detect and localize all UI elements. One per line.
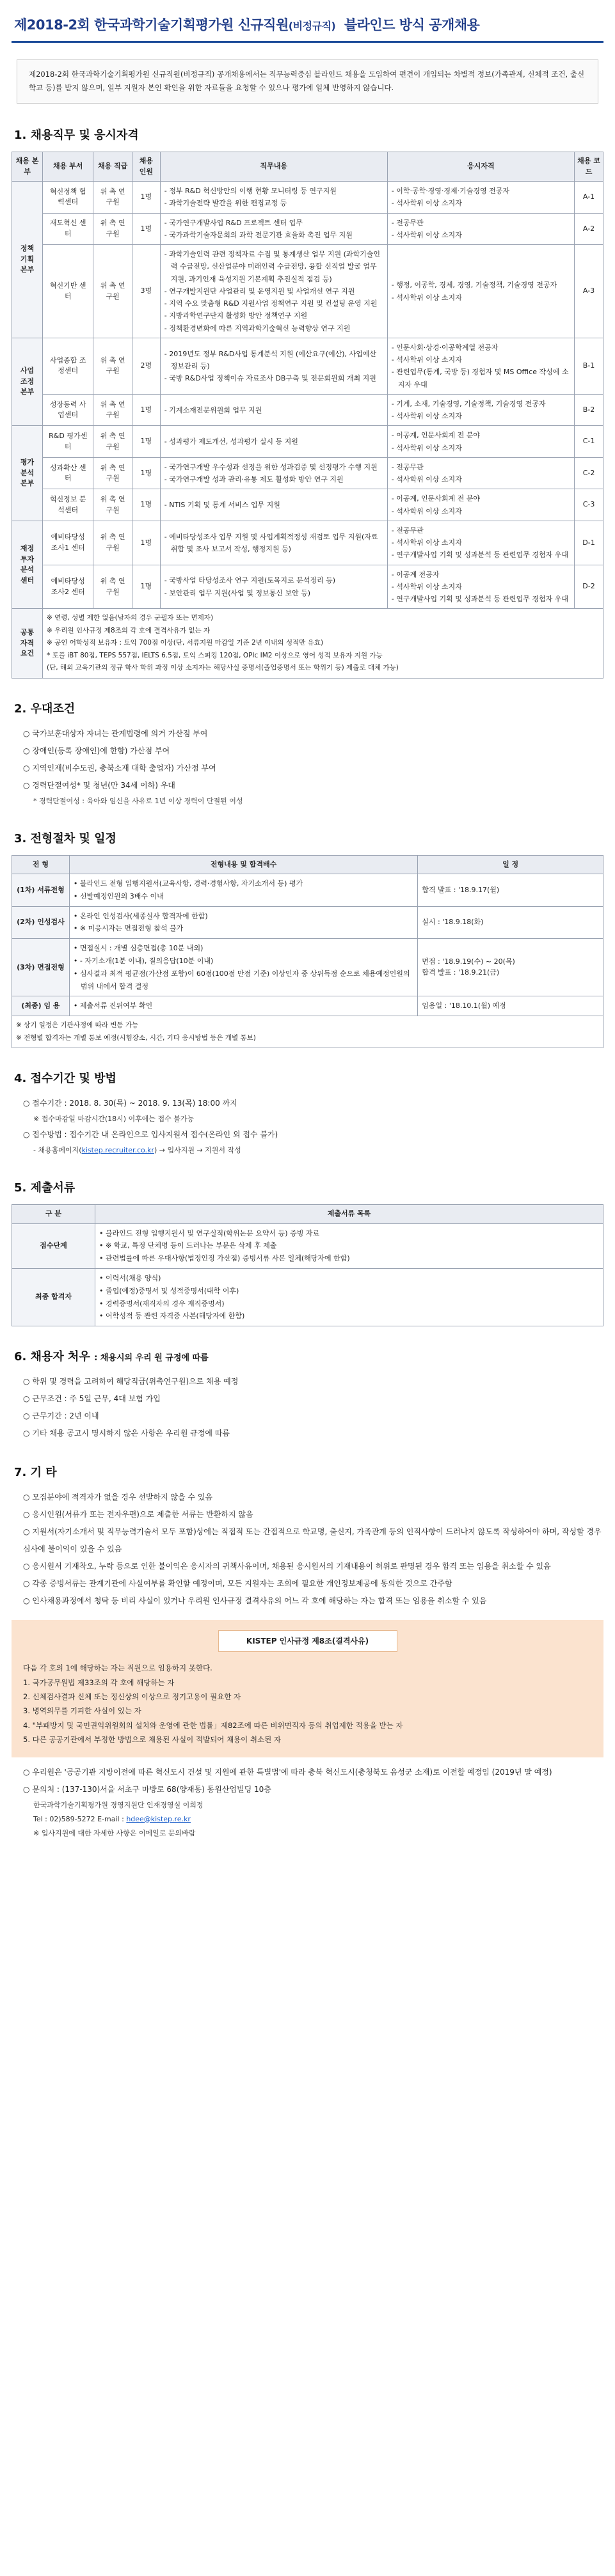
contact-note: ※ 입사지원에 대한 자세한 사항은 이메일로 문의바람 (33, 1828, 196, 1837)
job-row (12, 245, 603, 338)
header-cell: 제출서류 목록 (95, 1205, 603, 1224)
application-list (23, 1095, 603, 1158)
box-line: 3. 병역의무를 기피한 사실이 있는 자 (23, 1706, 141, 1716)
preference-footnote: * 경력단절여성 : 육아와 임신을 사유로 1년 이상 경력이 단절된 여성 (33, 796, 243, 805)
header-cell: 채용 코드 (575, 152, 603, 182)
list-item: ○ 인사채용과정에서 청탁 등 비리 사실이 있거나 우리원 인사규정 결격사유의 어느 각 호에 해당하는 자는 합격 또는 임용을 취소할 수 있음 (23, 1592, 603, 1610)
duties-cell (160, 394, 387, 426)
job-row (12, 426, 603, 458)
quals-list (392, 398, 570, 423)
code-cell: D-1 (575, 521, 603, 565)
duty-item: - NTIS 기획 및 통계 서비스 업무 지원 (164, 499, 383, 511)
duties-list (164, 531, 383, 556)
content-cell (69, 874, 417, 907)
list-item: ○ 모집분야에 적격자가 없을 경우 선발하지 않을 수 있음 (23, 1489, 603, 1506)
duties-cell (160, 565, 387, 609)
job-row (12, 565, 603, 609)
content-item: • 블라인드 전형 입행지원서(교육사항, 경력·경험사항, 자기소개서 등) 평가 (74, 877, 413, 890)
qual-item: - 석사학위 이상 소지자 (392, 354, 570, 366)
duty-item: - 지역 수요 맞춤형 R&D 지원사업 정책연구 지원 및 컨설팅 운영 지원 (164, 297, 383, 310)
job-row (12, 213, 603, 245)
process-note: ※ 전형별 합격자는 개별 통보 예정(시험장소, 시간, 기타 응시방법 등은 개별 통보) (16, 1033, 256, 1042)
count-cell: 3명 (132, 245, 160, 338)
quals-list (392, 279, 570, 304)
contact-phone-email: Tel : 02)589-5272 E-mail : hdee@kistep.re.kr (33, 1814, 191, 1823)
rank-cell: 위 촉 연구원 (93, 565, 132, 609)
duty-item: - 기계소재전문위원회 업무 지원 (164, 404, 383, 416)
job-row (12, 457, 603, 489)
division-cell: 평가 분석 본부 (12, 426, 43, 521)
quals-list (392, 524, 570, 562)
duty-item: - 국방 R&D사업 정책이슈 자료조사 DB구축 및 전문회원회 개최 지원 (164, 372, 383, 384)
dept-cell: 사업종합 조정센터 (43, 338, 93, 394)
doc-item: • 블라인드 전형 입행지원서 및 연구실적(학위논문 요약서 등) 증빙 자료 (99, 1227, 599, 1240)
box-line: 4. "부패방지 및 국민권익위원회의 설치와 운영에 관한 법률」제82조에 따른 비위면직자 등의 취업제한 적용을 받는 자 (23, 1720, 403, 1730)
quals-cell (387, 426, 574, 458)
list-item: ○ 학위 및 경력을 고려하여 해당직급(위촉연구원)으로 채용 예정 (23, 1373, 603, 1390)
duty-item: - 보안관리 업무 지원(사업 및 정보통신 보안 등) (164, 587, 383, 599)
documents-table (12, 1204, 603, 1326)
common-note: (단, 해외 교육기관의 정규 학사 학위 과정 이상 소지자는 해당사실 증명서(졸업증명서 또는 학위기 등) 제출로 대체 가능) (47, 664, 399, 672)
qual-item: - 이학·공학·경영·경제·기술경영 전공자 (392, 185, 570, 197)
intro-text: 제2018-2회 한국과학기술기획평가원 신규직원(비정규직) 공개채용에서는 직무능력중심 블라인드 채용을 도입하여 편견이 개입되는 차별적 정보(가족관계, 신체적 조건, 출신학교 등)를 받지 않으며, 일부 지원자 본인 확인을 위한 자료들을 요청할 수 있으나 평가에 일체 반영하지 않습니다. (29, 69, 585, 93)
duty-item: - 과학기술인력 관련 정책자료 수집 및 통계생산 업무 지원 (과학기술인력 수급전망, 신산업분야 미래인력 수급전망, 융합 신직업 발굴 업무 지원, 과기인재 육성지원 기본계획 추진실적 점검 등) (164, 248, 383, 285)
content-list (74, 942, 413, 993)
header-cell: 구 분 (12, 1205, 95, 1224)
section-4-title: 4. 접수기간 및 방법 (14, 1072, 116, 1086)
code-cell: C-3 (575, 489, 603, 521)
box-line: 2. 신체검사결과 신체 또는 정신상의 이상으로 정기고용이 필요한 자 (23, 1692, 241, 1701)
duty-item: - 국가연구개발 우수성과 선정을 위한 성과검증 및 선정평가 수행 지원 (164, 461, 383, 473)
code-cell: C-1 (575, 426, 603, 458)
job-row (12, 521, 603, 565)
duties-list (164, 348, 383, 385)
qual-item: - 전공무관 (392, 461, 570, 473)
division-cell: 정책 기획 본부 (12, 182, 43, 338)
title-tail: 블라인드 방식 공개채용 (344, 17, 480, 33)
section-7-title: 7. 기 타 (14, 1466, 57, 1480)
duties-cell (160, 521, 387, 565)
contact-email-link[interactable]: hdee@kistep.re.kr (126, 1814, 191, 1823)
code-cell: A-1 (575, 182, 603, 214)
box-line: 다음 각 호의 1에 해당하는 자는 직원으로 임용하지 못한다. (23, 1663, 212, 1673)
process-notes-row (12, 1016, 603, 1048)
dept-cell: 성과확산 센터 (43, 457, 93, 489)
content-item: • 심사결과 최적 평균점(가산점 포함)이 60점(100점 만점 기준) 이상인자 중 상위득점 순으로 채용예정인원의 범위 내에서 합격 결정 (74, 968, 413, 993)
dept-cell: 예비타당성 조사2 센터 (43, 565, 93, 609)
jobs-table (12, 152, 603, 678)
qual-item: - 이공계, 인문사회계 전 분야 (392, 492, 570, 505)
content-item: • 면접실시 : 개별 심층면접(총 10분 내외) (74, 942, 413, 955)
dept-cell: 혁신기반 센터 (43, 245, 93, 338)
qual-item: - 관련업무(통계, 국방 등) 경험자 및 MS Office 작성에 소지자 우대 (392, 366, 570, 391)
etc-tail-list (23, 1764, 603, 1841)
dept-cell: 재도혁신 센터 (43, 213, 93, 245)
doc-items-list (99, 1227, 599, 1265)
job-row (12, 489, 603, 521)
process-body (12, 874, 603, 1048)
duties-cell (160, 338, 387, 394)
duties-list (164, 185, 383, 210)
content-cell (69, 939, 417, 996)
job-row (12, 182, 603, 214)
qual-item: - 전공무관 (392, 217, 570, 229)
duties-cell (160, 489, 387, 521)
duty-item: - 정부 R&D 혁신방안의 이행 현황 모니터링 등 연구지원 (164, 185, 383, 197)
process-row (12, 996, 603, 1016)
common-row (12, 609, 603, 678)
stage-cell: (최종) 임 용 (12, 996, 70, 1016)
quals-cell (387, 521, 574, 565)
quals-cell (387, 245, 574, 338)
doc-item: • ※ 학교, 특정 단체명 등이 드러나는 부분은 삭제 후 제출 (99, 1239, 599, 1252)
quals-list (392, 569, 570, 606)
relocation-notice: ○ 우리원은 '공공기관 지방이전에 따른 혁신도시 건설 및 지원에 관한 특별법'에 따라 충북 혁신도시(충청북도 음성군 소재)로 이전할 예정임 (2019년 말 예정) (23, 1764, 603, 1781)
quals-list (392, 217, 570, 242)
qual-item: - 석사학위 이상 소지자 (392, 473, 570, 485)
content-item: • - 자기소개(1분 이내), 질의응답(10분 이내) (74, 955, 413, 968)
process-header-row (12, 855, 603, 874)
section-2-title: 2. 우대조건 (14, 702, 76, 716)
count-cell: 1명 (132, 457, 160, 489)
dept-cell: 예비타당성 조사1 센터 (43, 521, 93, 565)
list-item: ○ 지역인재(비수도권, 충북소재 대학 출업자) 가산점 부여 (23, 760, 603, 777)
duty-item: - 연구개발지원단 사업관리 및 운영지원 및 사업개선 연구 지원 (164, 285, 383, 297)
content-item: • 온라인 인성검사(세종실사 합격자에 한함) (74, 910, 413, 923)
duties-cell (160, 457, 387, 489)
qual-item: - 석사학위 이상 소지자 (392, 292, 570, 304)
header-cell: 채용 부서 (43, 152, 93, 182)
qual-item: - 석사학위 이상 소지자 (392, 229, 570, 241)
dept-cell: 성장동력 사업센터 (43, 394, 93, 426)
duty-item: - 예비타당성조사 업무 지원 및 사업계획적정성 재검토 업무 지원(자료취합 및 조사 보고서 작성, 행정지원 등) (164, 531, 383, 556)
common-note: ※ 연령, 성별 제한 없음(남자의 경우 군필자 또는 면제자) (47, 614, 214, 622)
list-item: ○ 장애인(등록 장애인)에 한함) 가산점 부여 (23, 742, 603, 760)
count-cell: 1명 (132, 213, 160, 245)
list-item: ○ 지원서(자기소개서 및 직무능력기술서 모두 포함)상에는 직접적 또는 간접적으로 학교명, 출신지, 가족관계 등의 인적사항이 드러나지 않도록 작성하여야 하며, 작성할 경우 심사에 불이익이 있을 수 있음 (23, 1523, 603, 1558)
division-cell: 사업 조정 본부 (12, 338, 43, 426)
documents-body (12, 1223, 603, 1326)
count-cell: 1명 (132, 521, 160, 565)
documents-row (12, 1223, 603, 1268)
list-item: ○ 경력단절여성* 및 청년(만 34세 이하) 우대 (23, 777, 603, 794)
doc-item: • 경력증명서(재직자의 경우 재직증명서) (99, 1298, 599, 1310)
quals-cell (387, 489, 574, 521)
duties-list (164, 404, 383, 416)
contact-org: 한국과학기술기획평가원 경영지원단 인재경영실 이희정 (33, 1800, 204, 1809)
intro-box (17, 59, 598, 104)
doc-items-cell (95, 1268, 603, 1326)
quals-cell (387, 457, 574, 489)
count-cell: 1명 (132, 394, 160, 426)
section-3-title: 3. 전형절차 및 일정 (14, 831, 116, 845)
code-cell: A-2 (575, 213, 603, 245)
code-cell: C-2 (575, 457, 603, 489)
process-row (12, 939, 603, 996)
homepage-link[interactable]: kistep.recruiter.co.kr (81, 1146, 154, 1155)
list-item: ○ 응시인원(서류가 또는 전자우편)으로 제출한 서류는 반환하지 않음 (23, 1506, 603, 1523)
duties-list (164, 499, 383, 511)
date-cell: 임용일 : '18.10.1(월) 예정 (418, 996, 603, 1016)
rank-cell: 위 촉 연구원 (93, 394, 132, 426)
application-method: ○ 접수방법 : 접수기간 내 온라인으로 입사지원서 접수(온라인 외 접수 불가) (23, 1126, 603, 1143)
section-1-title: 1. 채용직무 및 응시자격 (14, 129, 139, 143)
quals-cell (387, 565, 574, 609)
common-note: * 토플 iBT 80점, TEPS 557점, IELTS 6.5점, 토익 스피킹 120점, OPIc IM2 이상으로 영어 성적 보유자 지원 가능 (47, 651, 383, 659)
doc-item: • 어학성적 등 관련 자격증 사본(해당자에 한함) (99, 1310, 599, 1323)
duties-list (164, 574, 383, 599)
qual-item: - 석사학위 이상 소지자 (392, 581, 570, 593)
section-6-title: 6. 채용자 처우 : 채용시의 우리 원 규정에 따름 (14, 1350, 209, 1364)
content-list (74, 877, 413, 903)
count-cell: 1명 (132, 565, 160, 609)
rank-cell: 위 촉 연구원 (93, 182, 132, 214)
duties-cell (160, 245, 387, 338)
qual-item: - 인문사회·상경·이공학계열 전공자 (392, 342, 570, 354)
date-cell: 합격 발표 : '18.9.17(월) (418, 874, 603, 907)
header-cell: 전형내용 및 합격배수 (69, 855, 417, 874)
list-item: ○ 응시원서 기재착오, 누락 등으로 인한 불이익은 응시자의 귀책사유이며, 채용된 응시원서의 기재내용이 허위로 판명된 경우 합격 또는 임용을 취소할 수 있음 (23, 1558, 603, 1575)
quals-list (392, 429, 570, 454)
content-cell (69, 996, 417, 1016)
doc-stage-cell: 접수단계 (12, 1223, 95, 1268)
duties-list (164, 436, 383, 448)
treatment-list (23, 1373, 603, 1442)
jobs-header-row (12, 152, 603, 182)
application-period-note: ※ 접수마감일 마감시간(18시) 이후에는 접수 불가능 (33, 1115, 195, 1124)
header-cell: 전 형 (12, 855, 70, 874)
job-row (12, 338, 603, 394)
doc-stage-cell: 최종 합격자 (12, 1268, 95, 1326)
process-row (12, 906, 603, 939)
disqualification-box-title: KISTEP 인사규정 제8조(결격사유) (218, 1630, 397, 1652)
content-cell (69, 906, 417, 939)
rank-cell: 위 촉 연구원 (93, 521, 132, 565)
date-cell: 면접 : '18.9.19(수) ~ 20(목) 합격 발표 : '18.9.21(금) (418, 939, 603, 996)
application-homepage: - 채용홈페이지(kistep.recruiter.co.kr) → 입사지원 → 지원서 작성 (33, 1146, 241, 1155)
count-cell: 1명 (132, 182, 160, 214)
doc-items-list (99, 1272, 599, 1323)
count-cell: 1명 (132, 489, 160, 521)
section-6-subtitle: : 채용시의 우리 원 규정에 따름 (94, 1353, 209, 1363)
qual-item: - 연구개발사업 기획 및 성과분석 등 관련업무 경험자 우대 (392, 549, 570, 561)
disqualification-box (12, 1620, 603, 1757)
quals-list (392, 461, 570, 486)
documents-header-row (12, 1205, 603, 1224)
common-note: ※ 우리원 인사규정 제8조의 각 호에 결격사유가 없는 자 (47, 626, 211, 634)
contact-address: ○ 문의처 : (137-130)서울 서초구 마방로 68(양재동) 동원산업빌딩 10층 (23, 1781, 603, 1798)
duties-list (164, 217, 383, 242)
common-note: ※ 공인 어학성적 보유자 : 토익 700점 이상(단, 서류지원 마감일 기준 2년 이내의 성적만 유효) (47, 639, 324, 647)
dept-cell: R&D 평가센터 (43, 426, 93, 458)
duty-item: - 국방사업 타당성조사 연구 지원(토목지로 분석정리 등) (164, 574, 383, 586)
qual-item: - 석사학위 이상 소지자 (392, 442, 570, 454)
duty-item: - 2019년도 정부 R&D사업 통계분석 지원 (예산요구(예산), 사업예산 정보관리 등) (164, 348, 383, 373)
common-label: 공통 자격 요건 (12, 609, 43, 678)
qual-item: - 석사학위 이상 소지자 (392, 410, 570, 422)
content-item: • 제출서류 진위여부 확인 (74, 1000, 413, 1012)
duty-item: - 정책환경변화에 따른 지역과학기술혁신 능력향상 연구 지원 (164, 322, 383, 334)
duty-item: - 지방과학연구단지 활성화 방안 정책연구 지원 (164, 310, 383, 322)
list-item: ○ 국가보훈대상자 자녀는 관계법령에 의거 가산점 부여 (23, 725, 603, 742)
list-item: ○ 기타 채용 공고시 명시하지 않은 사항은 우리원 규정에 따름 (23, 1425, 603, 1442)
section-5-title: 5. 제출서류 (14, 1181, 76, 1195)
header-cell: 직무내용 (160, 152, 387, 182)
list-item: ○ 근무기간 : 2년 이내 (23, 1408, 603, 1425)
header-cell: 일 정 (418, 855, 603, 874)
common-notes (43, 609, 603, 678)
stage-cell: (1차) 서류전형 (12, 874, 70, 907)
rank-cell: 위 촉 연구원 (93, 426, 132, 458)
title-paren: (비정규직) (288, 20, 336, 32)
rank-cell: 위 촉 연구원 (93, 245, 132, 338)
quals-list (392, 185, 570, 210)
job-row (12, 394, 603, 426)
dept-cell: 혁신정보 분석센터 (43, 489, 93, 521)
quals-cell (387, 213, 574, 245)
code-cell: D-2 (575, 565, 603, 609)
doc-items-cell (95, 1223, 603, 1268)
rank-cell: 위 촉 연구원 (93, 213, 132, 245)
duty-item: - 성과평가 제도개선, 성과평가 실시 등 지원 (164, 436, 383, 448)
code-cell: B-1 (575, 338, 603, 394)
process-note: ※ 상기 일정은 기관사정에 따라 변동 가능 (16, 1021, 139, 1030)
qual-item: - 석사학위 이상 소지자 (392, 197, 570, 209)
rank-cell: 위 촉 연구원 (93, 338, 132, 394)
count-cell: 2명 (132, 338, 160, 394)
header-cell: 채용 인원 (132, 152, 160, 182)
preference-list (23, 725, 603, 808)
duties-list (164, 248, 383, 334)
box-line: 1. 국가공무원법 제33조의 각 호에 해당하는 자 (23, 1677, 175, 1687)
duties-list (164, 461, 383, 486)
header-cell: 채용 본부 (12, 152, 43, 182)
jobs-body (12, 182, 603, 678)
qual-item: - 이공계, 인문사회계 전 분야 (392, 429, 570, 441)
process-notes (12, 1016, 603, 1048)
qual-item: - 전공무관 (392, 524, 570, 537)
rank-cell: 위 촉 연구원 (93, 489, 132, 521)
etc-list (23, 1489, 603, 1610)
qual-item: - 연구개발사업 기획 및 성과분석 등 관련업무 경험자 우대 (392, 593, 570, 605)
duties-cell (160, 213, 387, 245)
content-item: • ※ 미응시자는 면접전형 참석 불가 (74, 922, 413, 935)
quals-list (392, 342, 570, 391)
division-cell: 재정 투자 분석 센터 (12, 521, 43, 609)
doc-item: • 이력서(채용 양식) (99, 1272, 599, 1285)
duty-item: - 국가과학기술자문회의 과학 전문기관 효율화 촉진 업무 지원 (164, 229, 383, 241)
content-item: • 선발예정인원의 3배수 이내 (74, 890, 413, 903)
header-cell: 채용 직급 (93, 152, 132, 182)
content-list (74, 1000, 413, 1012)
stage-cell: (2차) 인성검사 (12, 906, 70, 939)
qual-item: - 기계, 소재, 기술경영, 기술정책, 기술경영 전공자 (392, 398, 570, 410)
count-cell: 1명 (132, 426, 160, 458)
stage-cell: (3차) 면접전형 (12, 939, 70, 996)
code-cell: B-2 (575, 394, 603, 426)
documents-row (12, 1268, 603, 1326)
code-cell: A-3 (575, 245, 603, 338)
process-row (12, 874, 603, 907)
quals-cell (387, 338, 574, 394)
rank-cell: 위 촉 연구원 (93, 457, 132, 489)
doc-item: • 졸업(예정)증명서 및 성적증명서(대학 이후) (99, 1285, 599, 1298)
duties-cell (160, 426, 387, 458)
date-cell: 실시 : '18.9.18(화) (418, 906, 603, 939)
process-table (12, 855, 603, 1049)
list-item: ○ 근무조건 : 주 5일 근무, 4대 보험 가입 (23, 1390, 603, 1408)
quals-cell (387, 182, 574, 214)
duty-item: - 국가연구개발사업 R&D 프로젝트 센터 업무 (164, 217, 383, 229)
box-line: 5. 다른 공공기관에서 부정한 방법으로 채용된 사실이 적발되어 채용이 취소된 자 (23, 1735, 282, 1745)
qual-item: - 석사학위 이상 소지자 (392, 537, 570, 549)
dept-cell: 혁신정책 협력센터 (43, 182, 93, 214)
doc-item: • 관련법률에 따른 우대사항(법정인정 가산점) 증빙서류 사본 일체(해당자에 한함) (99, 1252, 599, 1265)
qual-item: - 이공계 전공자 (392, 569, 570, 581)
page-title: 제2018-2회 한국과학기술기획평가원 신규직원(비정규직) 블라인드 방식 공개채용 (14, 17, 480, 33)
duty-item: - 국가연구개발 성과 관리·유통 제도 활성화 방안 연구 지원 (164, 473, 383, 485)
duty-item: - 과학기술전략 발간을 위한 편집교정 등 (164, 197, 383, 209)
list-item: ○ 각종 증빙서류는 관계기관에 사실여부를 확인할 예정이며, 모든 지원자는 조회에 필요한 개인정보제공에 동의한 것으로 간주함 (23, 1575, 603, 1592)
title-bar (12, 12, 603, 43)
qual-item: - 석사학위 이상 소지자 (392, 505, 570, 517)
qual-item: - 행정, 이공학, 경제, 경영, 기술정책, 기술경영 전공자 (392, 279, 570, 291)
quals-list (392, 492, 570, 517)
header-cell: 응시자격 (387, 152, 574, 182)
duties-cell (160, 182, 387, 214)
application-period: ○ 접수기간 : 2018. 8. 30(목) ~ 2018. 9. 13(목) 18:00 까지 (23, 1095, 603, 1112)
quals-cell (387, 394, 574, 426)
content-list (74, 910, 413, 936)
